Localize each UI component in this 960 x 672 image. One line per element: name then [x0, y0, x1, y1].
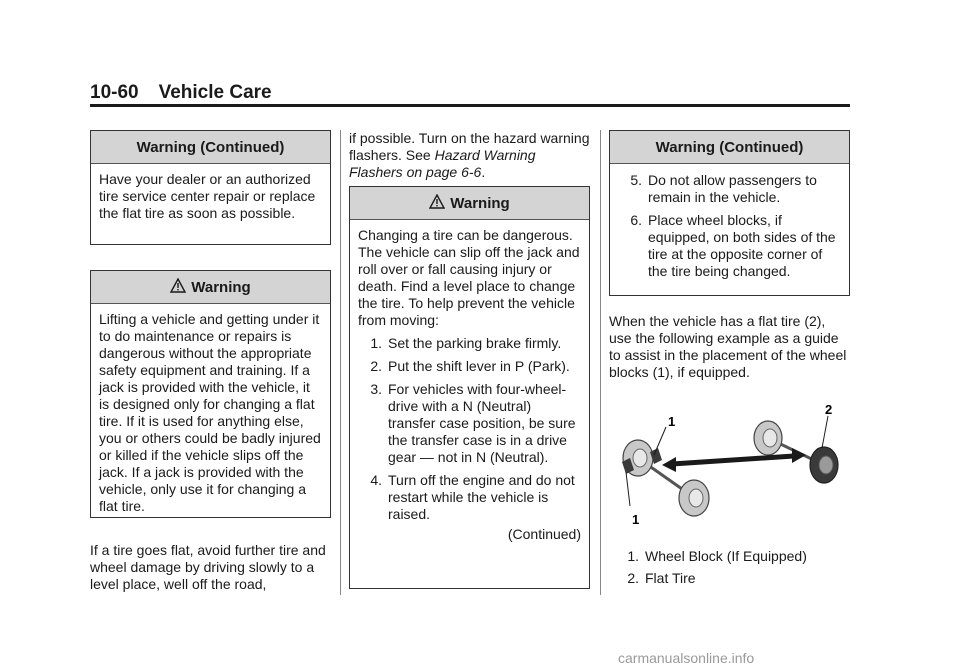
front-right-wheel-icon [679, 480, 709, 516]
list-item: 6. Place wheel blocks, if equipped, on both sides of the tire at the opposite corner of the tire being changed. [630, 212, 836, 279]
diagram-legend [609, 543, 850, 587]
list-item: 1. Set the parking brake firmly. [370, 335, 562, 351]
continued-label: (Continued) [507, 526, 581, 542]
flat-tire-icon [810, 447, 838, 483]
watermark: carmanualsonline.info [618, 650, 755, 666]
legend-item: 1. Wheel Block (If Equipped) [627, 548, 807, 564]
callout-2: 2 [825, 402, 833, 417]
warning-box-text: Lifting a vehicle and getting under it to do maintenance or repairs is dangerous without the appropriate safety equipment and training. If a jack is provided with the vehicle, it is designed only for changing a flat tire. If it is used for anything else, you or others could be badly injured or killed if the vehicle slips off the jack. If a jack is provided with the vehicle, only use it for changing a flat tire. [99, 311, 321, 514]
list-item: 4. Turn off the engine and do not restart while the vehicle is raised. [370, 472, 575, 522]
list-item: 5. Do not allow passengers to remain in the vehicle. [630, 172, 817, 205]
warning-continued-box [90, 130, 331, 245]
list-item: 3. For vehicles with four-wheel-drive with a N (Neutral) transfer case position, be sure the transfer case is in a drive gear — not in N (Neutral). [370, 381, 576, 465]
legend-item: 2. Flat Tire [627, 570, 696, 586]
warning-box-text: Have your dealer or an authorized tire service center repair or replace the flat tire as soon as possible. [99, 171, 316, 221]
leader-line [822, 416, 828, 448]
wheel-block-paragraph: When the vehicle has a flat tire (2), use the following example as a guide to assist in the placement of the wheel blocks (1), if equipped. [609, 313, 847, 380]
column-1 [90, 130, 331, 593]
warning-box-title: Warning [191, 278, 251, 296]
callout-1-top: 1 [668, 414, 676, 429]
column-3 [609, 130, 850, 381]
warning-box-intro: Changing a tire can be dangerous. The vehicle can slip off the jack and roll over or fall causing injury or death. Find a level place to change the tire. To help prevent the vehicle from moving: [358, 227, 580, 328]
jack-warning-box [90, 270, 331, 518]
rear-left-wheel-icon [754, 421, 782, 455]
column-divider [600, 130, 601, 595]
page-header [90, 82, 272, 104]
callout-1-bottom: 1 [632, 512, 640, 527]
hazard-paragraph [349, 130, 590, 181]
hazard-flashers-reference: Hazard Warning Flashers on page 6-6 [349, 147, 536, 180]
warning-box-header [91, 271, 330, 304]
diagonal-arrow-icon [662, 448, 806, 472]
warning-box-title: Warning (Continued) [91, 131, 330, 164]
list-item: 2. Put the shift lever in P (Park). [370, 358, 570, 374]
warning-triangle-icon [170, 278, 186, 297]
column-divider [340, 130, 341, 595]
warning-box-header [350, 187, 589, 220]
flat-tire-paragraph: If a tire goes flat, avoid further tire and wheel damage by driving slowly to a level place, well off the road, [90, 542, 326, 592]
paragraph-end: . [481, 164, 486, 180]
tire-change-warning-box [349, 186, 590, 589]
page-number: 10-60 [90, 82, 139, 103]
header-rule [90, 104, 850, 107]
warning-box-title: Warning (Continued) [610, 131, 849, 164]
warning-box-title: Warning [450, 194, 510, 212]
warning-continued-box [609, 130, 850, 296]
leader-line [654, 427, 666, 455]
leader-line [626, 472, 630, 506]
column-2 [349, 130, 590, 589]
section-title: Vehicle Care [158, 82, 272, 103]
paragraph-text: if possible. Turn on the hazard warning flashers. See [349, 130, 590, 163]
wheel-block-diagram [610, 400, 850, 530]
warning-triangle-icon [429, 194, 445, 213]
